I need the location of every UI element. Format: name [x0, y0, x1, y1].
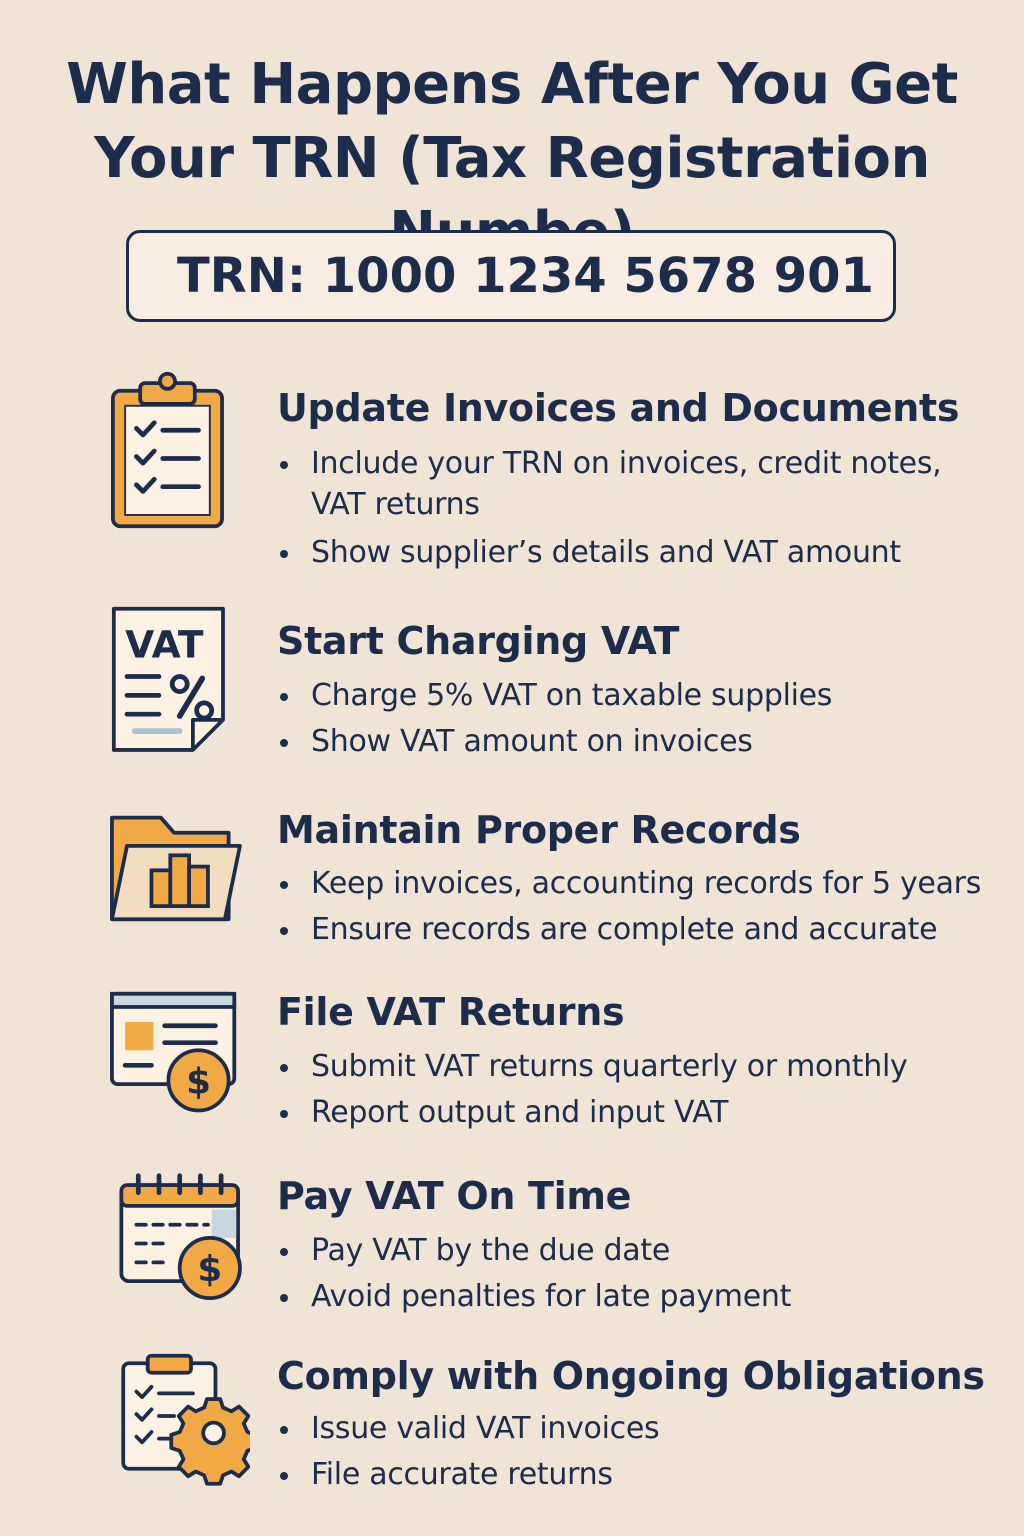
bullet-item: Charge 5% VAT on taxable supplies	[277, 675, 832, 716]
bullet-list	[277, 675, 832, 767]
bullet-item: Show VAT amount on invoices	[277, 721, 832, 762]
bullet-item: Show supplier’s details and VAT amount	[277, 532, 941, 573]
trn-box	[126, 230, 896, 322]
bullet-item: Pay VAT by the due date	[277, 1230, 791, 1271]
bullet-list	[277, 863, 981, 955]
return-form-dollar-icon	[100, 990, 250, 1150]
calendar-dollar-icon	[100, 1172, 250, 1332]
vat-icon-label: VAT	[125, 622, 204, 667]
bullet-item: Include your TRN on invoices, credit notes,	[277, 443, 941, 484]
page-title-line-2: Your TRN (Tax Registration	[94, 126, 930, 191]
section-title: Start Charging VAT	[277, 619, 680, 663]
section-title: Update Invoices and Documents	[277, 386, 960, 430]
bullet-list	[277, 1230, 791, 1322]
svg-text:$: $	[197, 1249, 223, 1291]
clipboard-checklist-icon	[100, 370, 250, 530]
vat-document-icon	[100, 605, 250, 765]
page-title-line-1: What Happens After You Get	[66, 52, 958, 117]
trn-number: TRN: 1000 1234 5678 901	[177, 248, 874, 304]
bullet-item: Avoid penalties for late payment	[277, 1276, 791, 1317]
bullet-list	[277, 1408, 659, 1500]
bullet-item: Keep invoices, accounting records for 5 years	[277, 863, 981, 904]
svg-text:$: $	[186, 1061, 211, 1103]
section-title: Comply with Ongoing Obligations	[277, 1354, 985, 1398]
folder-chart-icon	[100, 812, 250, 972]
section-title: File VAT Returns	[277, 990, 625, 1034]
bullet-item: Ensure records are complete and accurate	[277, 909, 981, 950]
bullet-item: Report output and input VAT	[277, 1092, 907, 1133]
bullet-list	[277, 443, 941, 578]
bullet-item: File accurate returns	[277, 1454, 659, 1495]
bullet-item-continuation: VAT returns	[311, 487, 480, 522]
bullet-list	[277, 1046, 907, 1138]
clipboard-gear-icon	[100, 1352, 250, 1512]
section-title: Maintain Proper Records	[277, 808, 801, 852]
section-title: Pay VAT On Time	[277, 1174, 632, 1218]
bullet-item: Issue valid VAT invoices	[277, 1408, 659, 1449]
bullet-item: Submit VAT returns quarterly or monthly	[277, 1046, 907, 1087]
